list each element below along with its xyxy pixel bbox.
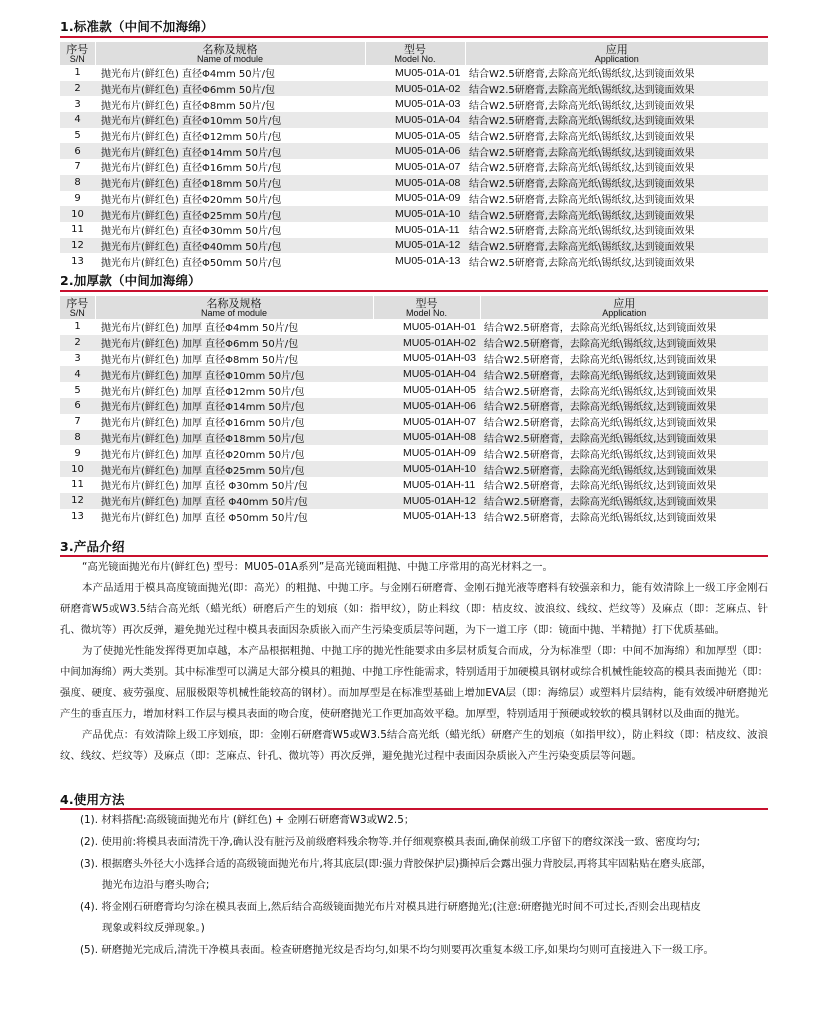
cell-application: 结合W2.5研磨膏，去除高光纸\锡纸纹,达到镜面效果	[484, 512, 717, 524]
cell-sn: 5	[74, 384, 81, 396]
cell-name: 抛光布片(鲜红色) 直径Φ10mm 50片/包	[95, 112, 365, 128]
cell-model: MU05-01AH-05	[403, 384, 476, 397]
cell-application: 结合W2.5研磨膏，去除高光纸\锡纸纹,达到镜面效果	[484, 354, 717, 366]
table-row	[60, 253, 768, 269]
cell-name: 抛光布片(鲜红色) 直径Φ40mm 50片/包	[95, 238, 365, 254]
cell-name: 抛光布片(鲜红色) 直径Φ4mm 50片/包	[101, 69, 275, 81]
cell-sn: 7	[74, 161, 81, 173]
cell-model: MU05-01A-02	[365, 81, 465, 97]
cell-application: 结合W2.5研磨膏,去除高光纸\锡纸纹,达到镜面效果	[469, 69, 695, 81]
cell-sn: 6	[60, 398, 95, 414]
cell-sn: 11	[71, 479, 84, 491]
cell-model: MU05-01AH-03	[403, 352, 476, 365]
spec-table-standard	[60, 42, 768, 269]
cell-application: 结合W2.5研磨膏,去除高光纸\锡纸纹,达到镜面效果	[465, 143, 768, 159]
cell-application: 结合W2.5研磨膏，去除高光纸\锡纸纹,达到镜面效果	[484, 449, 717, 461]
cell-name: 抛光布片(鲜红色) 加厚 直径Φ14mm 50片/包	[95, 398, 373, 414]
cell-sn: 11	[71, 224, 84, 236]
cell-model: MU05-01AH-08	[373, 430, 480, 446]
cell-sn: 1	[74, 67, 81, 79]
cell-name: 抛光布片(鲜红色) 直径Φ20mm 50片/包	[101, 194, 282, 206]
cell-sn: 5	[74, 130, 81, 142]
table-row	[60, 477, 768, 493]
table-row	[60, 159, 768, 175]
table-row	[60, 112, 768, 128]
section-divider	[60, 36, 768, 38]
table-row	[60, 222, 768, 238]
cell-model: MU05-01AH-07	[403, 415, 476, 428]
header-sn: 序号 S/N	[60, 296, 95, 319]
cell-model: MU05-01AH-02	[373, 335, 480, 351]
header-sn: 序号 S/N	[60, 42, 95, 65]
table-row	[60, 319, 768, 335]
cell-application: 结合W2.5研磨膏,去除高光纸\锡纸纹,达到镜面效果	[469, 132, 695, 144]
cell-sn: 13	[71, 255, 84, 267]
cell-application: 结合W2.5研磨膏,去除高光纸\锡纸纹,达到镜面效果	[469, 257, 695, 269]
intro-paragraph: 产品优点：有效清除上级工序划痕，即：金刚石研磨膏W5或W3.5结合高光纸（蜡光纸）研磨产生的划痕（如指甲纹），防止料纹（即：桔皮纹、波浪纹、线纹、烂纹等）及麻点（即：芝麻点、针孔、微坑等）再次反弹，避免抛光过程中表面因杂质嵌入产生污染变质层等问题。	[60, 729, 768, 762]
cell-model: MU05-01AH-12	[373, 493, 480, 509]
cell-sn: 7	[74, 416, 81, 428]
section-title-standard: 1.标准款（中间不加海绵）	[60, 19, 214, 34]
table-row	[60, 461, 768, 477]
usage-step-3: (3). 根据磨头外径大小选择合适的高级镜面抛光布片,将其底层(即:强力背胶保护层)撕掉后会露出强力背胶层,再将其牢固粘贴在磨头底部， 抛光布边沿与磨头吻合;	[80, 858, 712, 891]
cell-name: 抛光布片(鲜红色) 直径Φ30mm 50片/包	[101, 226, 282, 238]
cell-sn: 8	[60, 430, 95, 446]
cell-model: MU05-01A-01	[395, 66, 461, 79]
table-row	[60, 238, 768, 254]
cell-model: MU05-01A-13	[395, 255, 461, 268]
cell-model: MU05-01AH-04	[373, 366, 480, 382]
cell-name: 抛光布片(鲜红色) 加厚 直径Φ4mm 50片/包	[101, 323, 299, 335]
product-intro	[60, 557, 768, 767]
cell-application: 结合W2.5研磨膏，去除高光纸\锡纸纹,达到镜面效果	[480, 335, 768, 351]
table-row	[60, 445, 768, 461]
cell-name: 抛光布片(鲜红色) 直径Φ50mm 50片/包	[101, 257, 282, 269]
cell-name: 抛光布片(鲜红色) 直径Φ6mm 50片/包	[95, 81, 365, 97]
table-header-row	[60, 296, 768, 319]
cell-model: MU05-01AH-01	[403, 320, 476, 333]
cell-application: 结合W2.5研磨膏,去除高光纸\锡纸纹,达到镜面效果	[469, 194, 695, 206]
cell-name: 抛光布片(鲜红色) 加厚 直径Φ8mm 50片/包	[101, 354, 299, 366]
usage-step-4: (4). 将金刚石研磨膏均匀涂在模具表面上,然后结合高级镜面抛光布片对模具进行研磨抛光;(注意:研磨抛光时间不可过长,否则会出现桔皮 现象或料纹反弹现象。)	[80, 901, 701, 934]
cell-name: 抛光布片(鲜红色) 加厚 直径Φ10mm 50片/包	[95, 366, 373, 382]
header-application: 应用 Application	[480, 296, 768, 319]
table-row	[60, 143, 768, 159]
usage-step-2: (2). 使用前:将模具表面清洗干净,确认没有脏污及前级磨料残余物等.并仔细观察模具表面,确保前级工序留下的磨纹深浅一致、密度均匀;	[80, 836, 701, 848]
table-row	[60, 493, 768, 509]
cell-application: 结合W2.5研磨膏，去除高光纸\锡纸纹,达到镜面效果	[480, 366, 768, 382]
cell-model: MU05-01A-12	[365, 238, 465, 254]
cell-application: 结合W2.5研磨膏,去除高光纸\锡纸纹,达到镜面效果	[465, 81, 768, 97]
cell-name: 抛光布片(鲜红色) 加厚 直径Φ18mm 50片/包	[95, 430, 373, 446]
cell-application: 结合W2.5研磨膏，去除高光纸\锡纸纹,达到镜面效果	[480, 461, 768, 477]
spec-table-thick	[60, 296, 768, 524]
cell-application: 结合W2.5研磨膏，去除高光纸\锡纸纹,达到镜面效果	[484, 323, 717, 335]
cell-name: 抛光布片(鲜红色) 加厚 直径 Φ50mm 50片/包	[101, 512, 308, 524]
cell-name: 抛光布片(鲜红色) 直径Φ16mm 50片/包	[101, 163, 282, 175]
cell-name: 抛光布片(鲜红色) 直径Φ8mm 50片/包	[101, 100, 275, 112]
cell-sn: 2	[60, 335, 95, 351]
cell-application: 结合W2.5研磨膏,去除高光纸\锡纸纹,达到镜面效果	[465, 112, 768, 128]
table-row	[60, 206, 768, 222]
table-row	[60, 175, 768, 191]
cell-model: MU05-01A-07	[395, 160, 461, 173]
table-row	[60, 366, 768, 382]
cell-model: MU05-01AH-09	[403, 447, 476, 460]
header-model: 型号 Model No.	[373, 296, 480, 319]
cell-application: 结合W2.5研磨膏，去除高光纸\锡纸纹,达到镜面效果	[484, 386, 717, 398]
table-row	[60, 335, 768, 351]
section-title-intro: 3.产品介绍	[60, 539, 125, 554]
cell-sn: 1	[74, 321, 81, 333]
table-row	[60, 191, 768, 207]
intro-paragraph: 本产品适用于模具高度镜面抛光(即：高光）的粗抛、中抛工序。与金刚石研磨膏、金刚石抛光液等磨料有较强亲和力，能有效清除上一级工序金刚石研磨膏W5或W3.5结合高光纸（蜡光纸）研磨后产生的划痕（如：指甲纹），防止料纹（即：桔皮纹、波浪纹、线纹、烂纹等）及麻点（即：芝麻点、针孔、微坑等）再次反弹，避免抛光过程中模具表面因杂质嵌入而产生污染变质层等问题，为下一道工序（即：镜面中抛、半精抛）打下优质基础。	[60, 582, 768, 636]
cell-model: MU05-01AH-06	[373, 398, 480, 414]
section-title-usage: 4.使用方法	[60, 792, 125, 807]
intro-paragraph: “高光镜面抛光布片(鲜红色) 型号：MU05-01A系列”是高光镜面粗抛、中抛工序常用的高光材料之一。	[82, 561, 553, 573]
usage-step-1: (1). 材料搭配:高级镜面抛光布片 (鲜红色) + 金刚石研磨膏W3或W2.5；	[80, 814, 415, 826]
cell-application: 结合W2.5研磨膏,去除高光纸\锡纸纹,达到镜面效果	[465, 206, 768, 222]
cell-application: 结合W2.5研磨膏，去除高光纸\锡纸纹,达到镜面效果	[484, 418, 717, 430]
cell-sn: 10	[60, 206, 95, 222]
cell-sn: 10	[60, 461, 95, 477]
section-title-thick: 2.加厚款（中间加海绵）	[60, 273, 201, 288]
cell-application: 结合W2.5研磨膏,去除高光纸\锡纸纹,达到镜面效果	[469, 100, 695, 112]
cell-name: 抛光布片(鲜红色) 加厚 直径Φ16mm 50片/包	[101, 418, 305, 430]
cell-application: 结合W2.5研磨膏,去除高光纸\锡纸纹,达到镜面效果	[469, 163, 695, 175]
cell-sn: 3	[74, 98, 81, 110]
cell-name: 抛光布片(鲜红色) 直径Φ12mm 50片/包	[101, 132, 282, 144]
cell-model: MU05-01A-03	[395, 98, 461, 111]
cell-sn: 9	[74, 192, 81, 204]
cell-sn: 12	[60, 493, 95, 509]
cell-name: 抛光布片(鲜红色) 直径Φ25mm 50片/包	[95, 206, 365, 222]
cell-application: 结合W2.5研磨膏，去除高光纸\锡纸纹,达到镜面效果	[484, 481, 717, 493]
cell-name: 抛光布片(鲜红色) 加厚 直径 Φ40mm 50片/包	[95, 493, 373, 509]
cell-model: MU05-01A-09	[395, 192, 461, 205]
cell-application: 结合W2.5研磨膏,去除高光纸\锡纸纹,达到镜面效果	[469, 226, 695, 238]
table-row	[60, 351, 768, 367]
table-row	[60, 398, 768, 414]
cell-sn: 4	[60, 366, 95, 382]
cell-sn: 8	[60, 175, 95, 191]
header-name: 名称及规格 Name of module	[95, 42, 365, 65]
table-row	[60, 128, 768, 144]
table-row	[60, 509, 768, 525]
cell-name: 抛光布片(鲜红色) 加厚 直径Φ20mm 50片/包	[101, 449, 305, 461]
cell-sn: 13	[71, 510, 84, 522]
cell-application: 结合W2.5研磨膏，去除高光纸\锡纸纹,达到镜面效果	[480, 398, 768, 414]
cell-sn: 3	[74, 352, 81, 364]
usage-step-5: (5). 研磨抛光完成后,清洗干净模具表面。检查研磨抛光纹是否均匀,如果不均匀则要再次重复本级工序,如果均匀则可直接进入下一级工序。	[80, 944, 714, 956]
cell-application: 结合W2.5研磨膏，去除高光纸\锡纸纹,达到镜面效果	[480, 430, 768, 446]
cell-sn: 4	[60, 112, 95, 128]
table-row	[60, 430, 768, 446]
cell-model: MU05-01AH-11	[403, 478, 476, 491]
cell-model: MU05-01AH-10	[373, 461, 480, 477]
usage-steps	[80, 810, 770, 962]
cell-name: 抛光布片(鲜红色) 加厚 直径 Φ30mm 50片/包	[101, 481, 308, 493]
table-header-row	[60, 42, 768, 65]
intro-paragraph: 为了使抛光性能发挥得更加卓越，本产品根据粗抛、中抛工序的抛光性能要求由多层材质复合而成，分为标准型（即：中间不加海绵）和加厚型（即：中间加海绵）两大类别。其中标准型可以满足大部分模具的粗抛、中抛工序性能需求，特别适用于加硬模具钢材或综合机械性能较高的模具表面抛光（即：强度、硬度、疲劳强度、屈服极限等机械性能较高的钢材）。而加厚型是在标准型基础上增加EVA层（即：海绵层）或塑料片层结构，能有效缓冲研磨抛光产生的垂直压力，增加材料工作层与模具表面的吻合度，使研磨抛光工作更加高效平稳。加厚型，特别适用于预硬或较软的模具钢材以及曲面的抛光。	[60, 645, 768, 720]
header-application: 应用 Application	[465, 42, 768, 65]
cell-name: 抛光布片(鲜红色) 直径Φ14mm 50片/包	[95, 143, 365, 159]
cell-model: MU05-01AH-13	[403, 510, 476, 523]
cell-sn: 9	[74, 447, 81, 459]
cell-application: 结合W2.5研磨膏,去除高光纸\锡纸纹,达到镜面效果	[465, 238, 768, 254]
cell-model: MU05-01A-05	[395, 129, 461, 142]
table-row	[60, 81, 768, 97]
table-row	[60, 65, 768, 81]
table-row	[60, 382, 768, 398]
cell-sn: 2	[60, 81, 95, 97]
cell-application: 结合W2.5研磨膏，去除高光纸\锡纸纹,达到镜面效果	[480, 493, 768, 509]
cell-model: MU05-01A-08	[365, 175, 465, 191]
cell-model: MU05-01A-06	[365, 143, 465, 159]
header-model: 型号 Model No.	[365, 42, 465, 65]
cell-sn: 12	[60, 238, 95, 254]
table-row	[60, 96, 768, 112]
cell-name: 抛光布片(鲜红色) 加厚 直径Φ25mm 50片/包	[95, 461, 373, 477]
table-row	[60, 414, 768, 430]
cell-application: 结合W2.5研磨膏,去除高光纸\锡纸纹,达到镜面效果	[465, 175, 768, 191]
cell-name: 抛光布片(鲜红色) 直径Φ18mm 50片/包	[95, 175, 365, 191]
section-divider	[60, 290, 768, 292]
cell-model: MU05-01A-04	[365, 112, 465, 128]
header-name: 名称及规格 Name of module	[95, 296, 373, 319]
cell-sn: 6	[60, 143, 95, 159]
cell-model: MU05-01A-11	[395, 223, 460, 236]
cell-model: MU05-01A-10	[365, 206, 465, 222]
cell-name: 抛光布片(鲜红色) 加厚 直径Φ6mm 50片/包	[95, 335, 373, 351]
cell-name: 抛光布片(鲜红色) 加厚 直径Φ12mm 50片/包	[101, 386, 305, 398]
